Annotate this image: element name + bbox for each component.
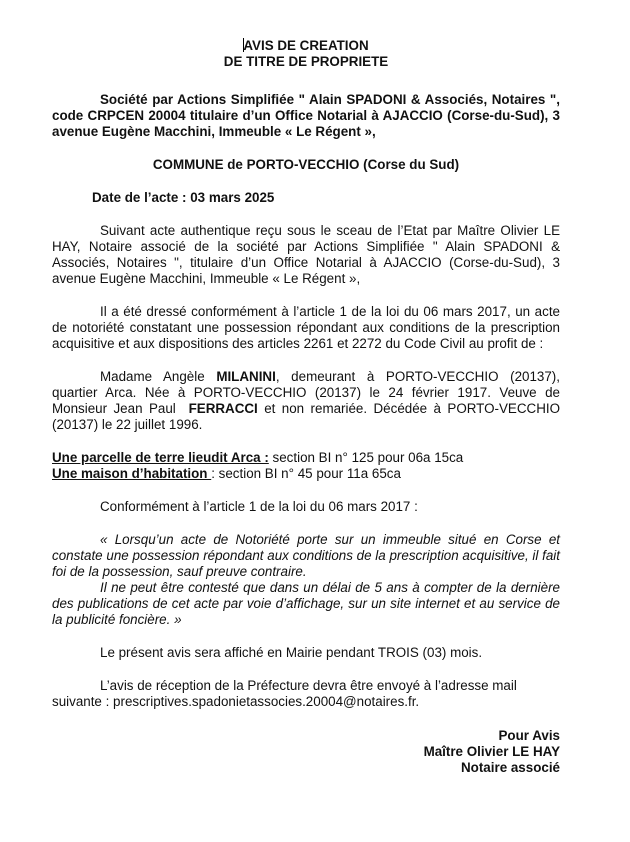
- beneficiary-middle: , demeurant à PORTO-VECCHIO (20137), quartier Arca. Née à PORTO-VECCHIO (20137) le 24 février 1917. Veuve de Monsieur Jean Paul: [52, 369, 564, 416]
- signature-line-3: Notaire associé: [461, 760, 560, 775]
- law-quote: [52, 532, 560, 628]
- date-acte: Date de l’acte : 03 mars 2025: [92, 190, 275, 205]
- document-title: [52, 38, 560, 70]
- signature-line-2: Maître Olivier LE HAY: [423, 744, 560, 759]
- beneficiary-suffix: et non remariée. Décédée à PORTO-VECCHIO (20137) le 22 juillet 1996.: [52, 401, 560, 432]
- beneficiary-surname: MILANINI: [216, 369, 276, 384]
- company-paragraph: Société par Actions Simplifiée " Alain SPADONI & Associés, Notaires ", code CRPCEN 20004 titulaire d’un Office Notarial à AJACCIO (Corse-du-Sud), 3 avenue Eugène Macchini, Immeuble « Le Régent »,: [52, 92, 560, 139]
- parcel-label: Une maison d’habitation: [52, 466, 212, 481]
- beneficiary-prefix: Madame Angèle: [100, 369, 217, 384]
- signature-block: [52, 728, 560, 776]
- parcel-item: [52, 466, 560, 482]
- beneficiary-paragraph: [52, 369, 564, 433]
- quote-paragraph-2: Il ne peut être contesté que dans un délai de 5 ans à compter de la dernière des publications de cet acte par voie d’affichage, sur un site internet et au service de la publicité foncière. »: [52, 580, 560, 627]
- quote-paragraph-1: « Lorsqu’un acte de Notoriété porte sur un immeuble situé en Corse et constate une possession répondant aux conditions de la prescription acquisitive, il fait foi de la possession, sauf preuve contraire.: [52, 532, 560, 579]
- parcel-label: Une parcelle de terre lieudit Arca :: [52, 450, 269, 465]
- title-line-1-text: AVIS DE CREATION: [243, 38, 369, 53]
- title-line-1: [52, 38, 560, 54]
- spouse-surname: FERRACCI: [188, 401, 258, 416]
- parcel-item: [52, 450, 560, 466]
- commune-heading: COMMUNE de PORTO-VECCHIO (Corse du Sud): [152, 157, 460, 172]
- paragraph-acte-notoriete: Il a été dressé conformément à l’article 1 de la loi du 06 mars 2017, un acte de notoriété constatant une possession répondant aux conditions de la prescription acquisitive et aux dispositions des articles 2261 et 2272 du Code Civil au profit de :: [52, 304, 560, 351]
- signature-line-1: Pour Avis: [498, 728, 560, 743]
- parcel-list: [52, 450, 560, 482]
- title-line-2: DE TITRE DE PROPRIETE: [223, 54, 389, 69]
- document-page: [52, 38, 564, 776]
- parcel-detail: : section BI n° 45 pour 11a 65ca: [211, 466, 401, 481]
- reception-paragraph: L’avis de réception de la Préfecture devra être envoyé à l’adresse mail suivante : prescriptives.spadonietassocies.20004@notaires.fr.: [52, 678, 517, 709]
- paragraph-suivant-acte: Suivant acte authentique reçu sous le sceau de l’Etat par Maître Olivier LE HAY, Notaire associé de la société par Actions Simplifiée " Alain SPADONI & Associés, Notaires ", titulaire d’un Office Notarial à AJACCIO (Corse-du-Sud), 3 avenue Eugène Macchini, Immeuble « Le Régent »,: [52, 223, 560, 286]
- affichage-paragraph: Le présent avis sera affiché en Mairie pendant TROIS (03) mois.: [100, 645, 483, 660]
- parcel-detail: section BI n° 125 pour 06a 15ca: [268, 450, 464, 465]
- conformement-line: Conformément à l’article 1 de la loi du 06 mars 2017 :: [100, 499, 418, 514]
